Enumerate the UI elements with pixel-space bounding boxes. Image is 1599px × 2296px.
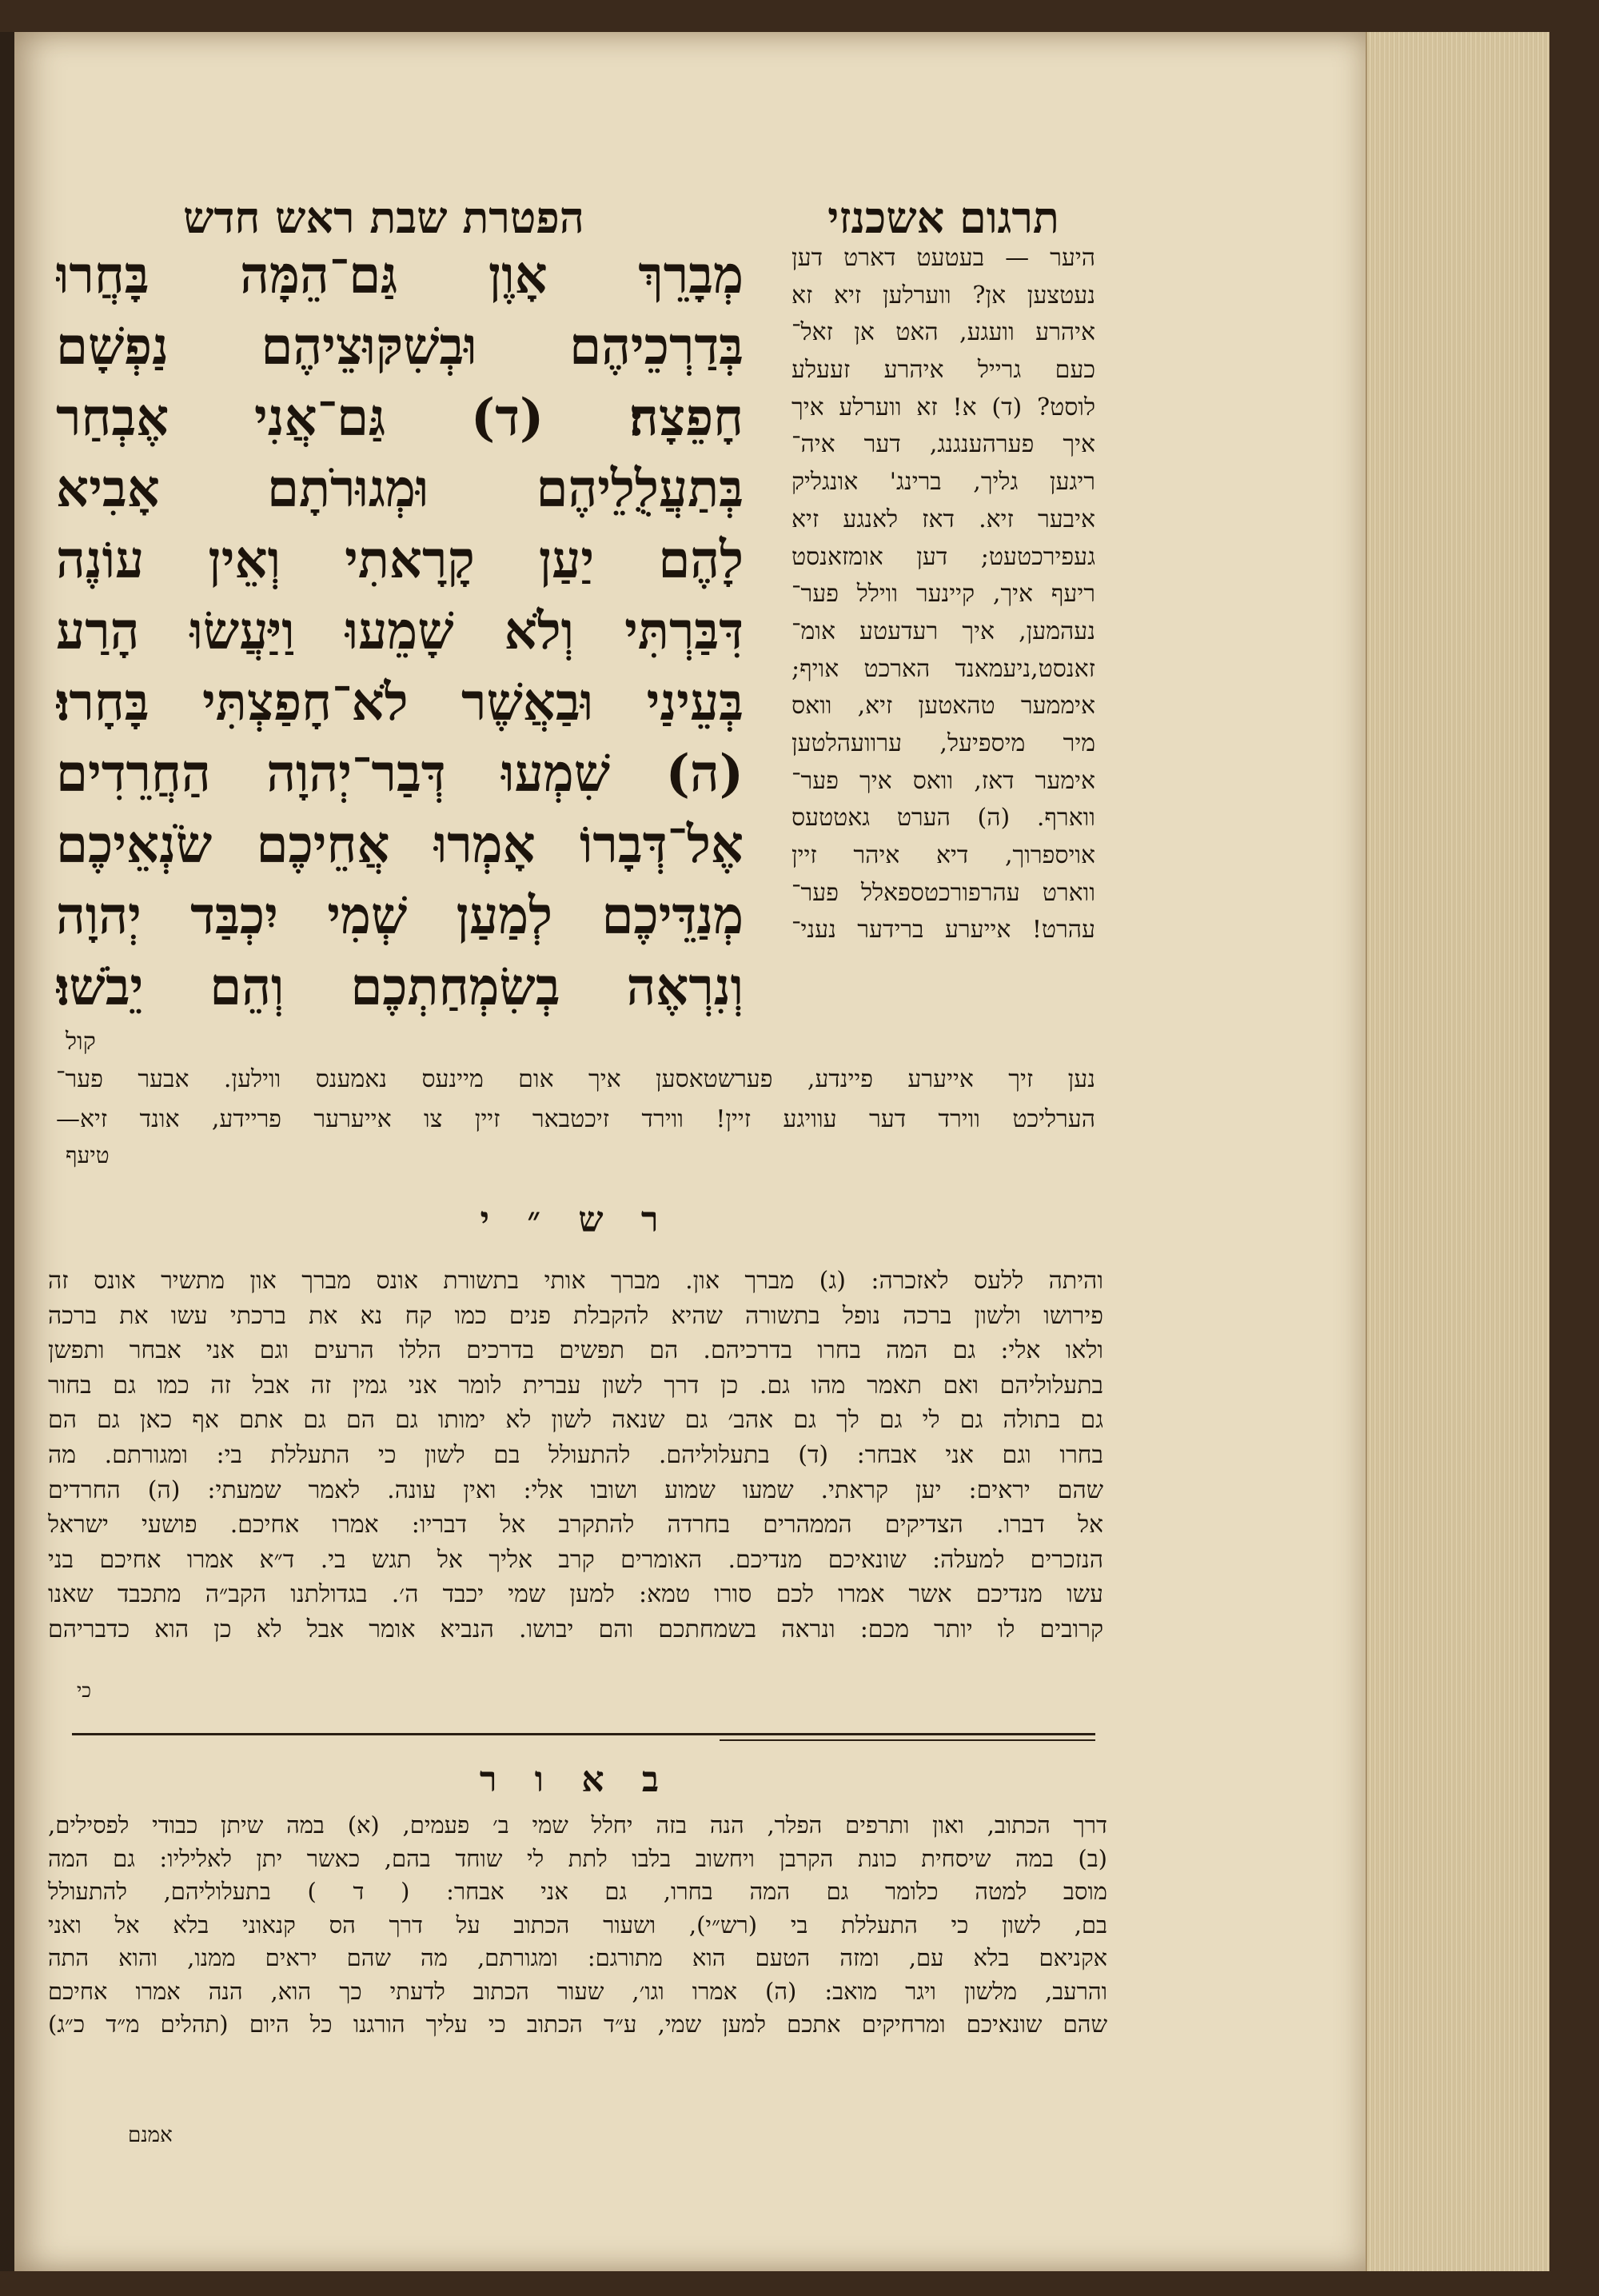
translation-line: איהרע וועגע, האט אן זאל־ — [792, 318, 1095, 347]
hebrew-text-column — [56, 240, 744, 1023]
translation-line: נעהמען, איך רעדעטע אומ־ — [792, 617, 1095, 645]
catchword-biur: אמנם — [128, 2123, 173, 2147]
translation-line: אויספרוך, דיא איהר זיין — [792, 841, 1095, 869]
rashi-line: אל דברו. הצדיקים הממהרים בחרדה להתקרב אל דבריו: אמרו אחיכם. פושעי ישראל — [48, 1511, 1103, 1539]
catchword-translation: טיעף — [66, 1142, 110, 1168]
rashi-line: והיתה ללעס לאזכרה: (ג) מברך און. מברך אותי בתשורת אונס מברך און מתשיר אונס זה — [48, 1267, 1103, 1295]
translation-line: לוסט? (ד) א! זא ווערלע איך — [792, 393, 1095, 421]
catchword-hebrew: קול — [66, 1028, 96, 1056]
book-binding — [0, 32, 14, 2271]
page-header-targum: תרגום אשכנזי — [827, 192, 1059, 243]
page-header-haftarah: הפטרת שבת ראש חדש — [183, 192, 584, 243]
hebrew-line: לָהֶם יַעַן קָרָאתִי וְאֵין עוֹנֶה — [56, 530, 744, 590]
hebrew-line: דִּבַּרְתִּי וְלֹא שָׁמֵעוּ וַיַּעֲשׂוּ הָרַע — [56, 601, 744, 661]
hebrew-line: בְּדַרְכֵיהֶם וּבְשִׁקּוּצֵיהֶם נַפְשָׁם — [56, 317, 744, 377]
translation-line: ווארט עהרפורכטספאלל פער־ — [792, 878, 1095, 907]
rashi-line: גם בתולה גם לי גם לך גם אהב׳ גם שנאה לשון לא ימותו גם הם גם אתם אף כאן גם הם — [48, 1406, 1103, 1435]
translation-line: איבער זיא. דאז לאנגע זיא — [792, 505, 1095, 533]
translation-line: כעם גרייל איהרע זעעלע — [792, 356, 1095, 385]
biur-commentary — [48, 1809, 1107, 2042]
hebrew-line: בְּעֵינַי וּבַאֲשֶׁר לֹא־חָפַצְתִּי בָּחָרוּ׃ — [56, 673, 744, 733]
biur-line: אקניאם בלא עם, ומזה הטעם הוא מתורגם: ומגורתם, מה שהם יראים ממנו, והוא התה — [48, 1944, 1107, 1971]
translation-column — [792, 240, 1095, 949]
translation-line: געפירכטעט; דען אומזאנסט — [792, 542, 1095, 571]
hebrew-line: מְבָרֵךְ אָוֶן גַּם־הֵמָּה בָּחֲרוּ — [56, 246, 744, 305]
hebrew-line: בְּתַעֲלֻלֵיהֶם וּמְגוּרֹתָם אָבִיא — [56, 459, 744, 519]
hebrew-line: חָפֵצָה׃ (ד) גַּם־אֲנִי אֶבְחַר — [56, 388, 744, 448]
catchword-rashi: כי — [77, 1679, 92, 1702]
hebrew-line: אֶל־דְּבָרוֹ אָמְרוּ אֲחֵיכֶם שֹׂנְאֵיכֶם — [56, 815, 744, 875]
translation-line: ווארף. (ה) הערט גאטטעס — [792, 804, 1095, 833]
translation-line: איממער טהאטען זיא, וואס — [792, 692, 1095, 721]
biur-line: מוסב למטה כלומר גם המה בחרו, גם אני אבחר: ( ד ) בתעלוליהם, להתעולל — [48, 1878, 1107, 1905]
rashi-line: קרובים לו יותר מכם: ונראה בשמחתכם והם יבושו. הנביא אומר אבל לא כן הוא כדבריהם — [48, 1615, 1103, 1643]
translation-line: זאנסט,ניעמאנד הארכט אויף; — [792, 654, 1095, 683]
rashi-line: שהם יראים: יען קראתי. שמעו שמוע ושובו אלי: ואין עונה. לאמר שמעתי: (ה) החרדים — [48, 1475, 1103, 1504]
rashi-commentary — [48, 1264, 1103, 1647]
biur-line: והרעב, מלשון ויגר מואב: (ה) אמרו וגו׳, שעור הכתוב לדעתי כך הוא, הנה אמרו אחיכם — [48, 1977, 1107, 2005]
rashi-line: פירושו ולשון ברכה נופל בתשורה שהיא להקבלת פנים כמו קח נא את ברכתי עשו את ברכה — [48, 1301, 1103, 1330]
translation-line: מיר מיספיעל, ערוועהלטען — [792, 729, 1095, 757]
hebrew-line: מְנַדֵּיכֶם לְמַעַן שְׁמִי יִכְבַּד יְהוָה — [56, 886, 744, 946]
biur-line: דרך הכתוב, ואון ותרפים הפלר, הנה בזה יחלל שמי ב׳ פעמים, (א) במה שיתן כבודי לפסילים, — [48, 1811, 1107, 1839]
biur-line: שהם שונאיכם ומרחיקים אתכם למען שמי, ע״ד הכתוב כי עליך הורגנו כל היום (תהלים מ״ד כ״ג) — [48, 2010, 1107, 2038]
translation-line: אימער דאז, וואס איך פער־ — [792, 766, 1095, 795]
hebrew-line: וְנִרְאֶה בְשִׂמְחַתְכֶם וְהֵם יֵבֹשׁוּ׃ — [56, 957, 744, 1017]
rashi-line: בחרו וגם אני אבחר: (ד) בתעלוליהם. להתעולל בם לשון כי התעללת בי: ומגורתם. מה — [48, 1440, 1103, 1469]
hebrew-line: (ה) שִׁמְעוּ דְּבַר־יְהוָה הַחֲרֵדִים — [56, 744, 744, 804]
translation-line: עהרט! אייערע ברידער נעני־ — [792, 916, 1095, 944]
translation-line: נעטצען אן? ווערלען זיא זא — [792, 281, 1095, 309]
translation-line: היער — בעטעט דארט דען — [792, 244, 1095, 272]
rashi-heading: ר ש ״ י — [480, 1200, 672, 1240]
translation-line: איך פערהענגנג, דער איה־ — [792, 430, 1095, 459]
rashi-line: בתעלוליהם ואם תאמר מהו גם. כן דרך לשון עברית לומר אני גמין זה אבל זה כמו גם בחור — [48, 1371, 1103, 1400]
translation-continuation — [56, 1060, 1095, 1140]
rashi-line: ולאו אלי: גם המה בחרו בדרכיהם. הם תפשים בדרכים הללו הרעים וגם אני אבחר ותפשן — [48, 1336, 1103, 1365]
translation-line: הערליכט ווירד דער עוויגע זיין! ווירד זיכטבאר זיין צו אייערער פריידע, אונד זיא— — [56, 1105, 1095, 1133]
translation-line: ריעף איך, קיינער ווילל פער־ — [792, 580, 1095, 609]
page-edges — [1366, 32, 1549, 2271]
biur-line: בם, לשון כי התעללת בי (רש״י), ושעור הכתוב על דרך הס קנאוני בלא אל ואני — [48, 1911, 1107, 1939]
translation-line: נען זיך אייערע פיינדע, פערשטאסען איך אום מיינעס נאמענס ווילען. אבער פער־ — [56, 1065, 1095, 1093]
rashi-line: עשו מנדיכם אשר אמרו לכם סורו טמא: למען שמי יכבד ה׳. בגדולתנו הקב״ה מתכבד שאנו — [48, 1580, 1103, 1609]
section-divider-short — [720, 1739, 1095, 1741]
rashi-line: הנזכרים למעלה: שונאיכם מנדיכם. האומרים קרב אליך אל תגש בי. ד״א אמרו אחיכם בני — [48, 1545, 1103, 1574]
translation-line: ריגען גליך, ברינג' אונגליק — [792, 468, 1095, 497]
biur-line: (ב) במה שיסחית כונת הקרבן ויחשוב בלבו לתת לי שוחד בהם, כאשר יתן לאליליו: גם המה — [48, 1844, 1107, 1872]
section-divider — [72, 1733, 1095, 1735]
biur-heading: ב א ו ר — [479, 1759, 672, 1800]
